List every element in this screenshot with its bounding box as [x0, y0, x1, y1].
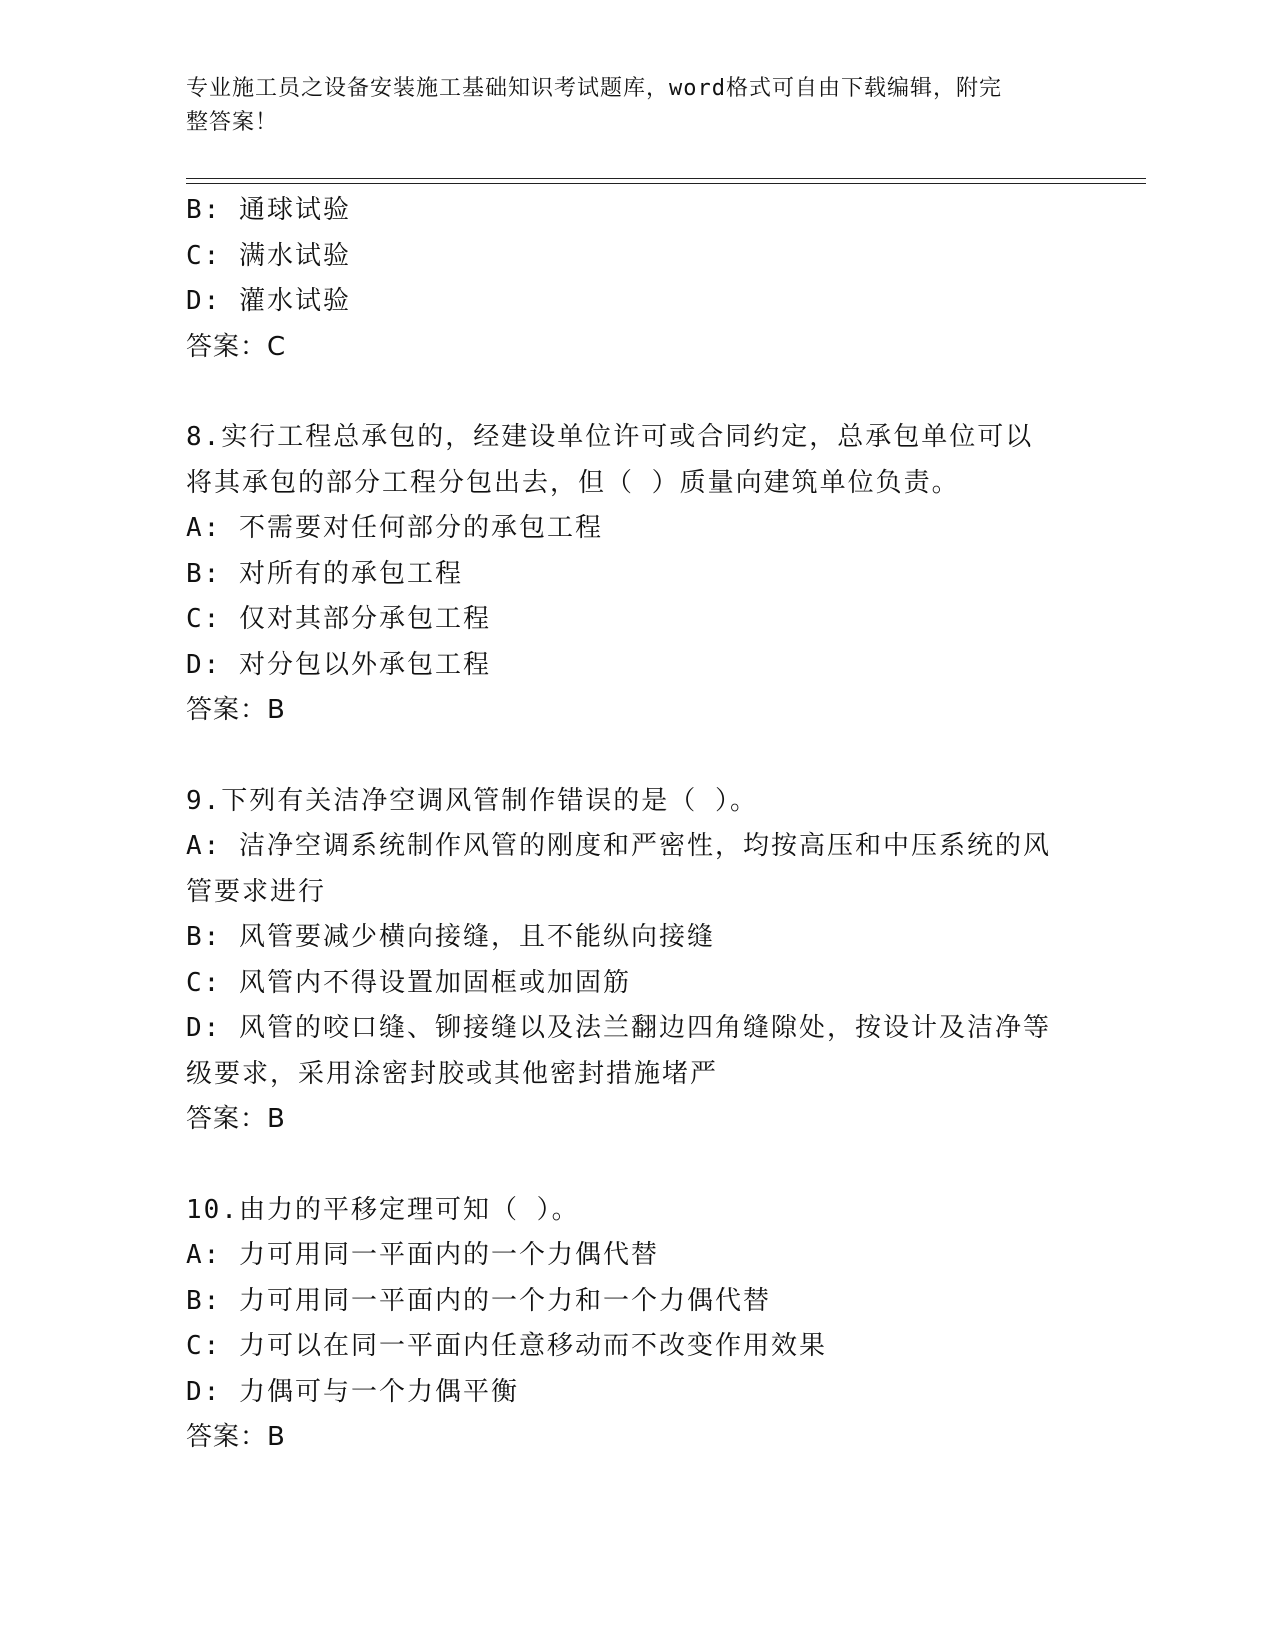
question-7-tail: [186, 188, 1066, 370]
option-c: C: 满水试验: [186, 240, 351, 271]
header-title-line-2: 整答案！: [186, 110, 279, 135]
option-d-line-1: D: 风管的咬口缝、铆接缝以及法兰翻边四角缝隙处，按设计及洁净等: [186, 1013, 1051, 1043]
question-stem: 9.下列有关洁净空调风管制作错误的是（ ）。: [186, 785, 758, 816]
page-header: [186, 72, 1066, 140]
question-stem-line-2: 将其承包的部分工程分包出去，但（ ）质量向建筑单位负责。: [186, 467, 960, 498]
option-b: B: 通球试验: [186, 195, 351, 225]
option-d-line-2: 级要求，采用涂密封胶或其他密封措施堵严: [186, 1058, 719, 1089]
option-a: A: 不需要对任何部分的承包工程: [186, 513, 603, 543]
question-10: [186, 1188, 1066, 1461]
option-c: C: 仅对其部分承包工程: [186, 604, 491, 634]
question-8: [186, 415, 1066, 734]
option-d: D: 力偶可与一个力偶平衡: [186, 1376, 519, 1407]
header-title-line-1: 专业施工员之设备安装施工基础知识考试题库，word格式可自由下载编辑，附完: [186, 76, 1002, 101]
option-a-line-1: A: 洁净空调系统制作风管的刚度和严密性，均按高压和中压系统的风: [186, 831, 1051, 861]
header-divider-bottom: [186, 183, 1146, 184]
answer: 答案：B: [186, 1422, 286, 1452]
option-c: C: 力可以在同一平面内任意移动而不改变作用效果: [186, 1331, 827, 1361]
option-c: C: 风管内不得设置加固框或加固筋: [186, 967, 631, 998]
answer: 答案：C: [186, 331, 287, 362]
option-b: B: 对所有的承包工程: [186, 558, 463, 589]
question-9: [186, 779, 1066, 1143]
option-a-line-2: 管要求进行: [186, 876, 327, 907]
question-stem-line-1: 8.实行工程总承包的，经建设单位许可或合同约定，总承包单位可以: [186, 422, 1034, 452]
option-b: B: 风管要减少横向接缝，且不能纵向接缝: [186, 922, 715, 952]
option-d: D: 对分包以外承包工程: [186, 649, 491, 680]
answer: 答案：B: [186, 1104, 286, 1134]
question-stem: 10.由力的平移定理可知（ ）。: [186, 1194, 580, 1225]
option-d: D: 灌水试验: [186, 286, 351, 316]
spacer: [186, 1143, 1066, 1188]
option-b: B: 力可用同一平面内的一个力和一个力偶代替: [186, 1285, 771, 1316]
answer: 答案：B: [186, 695, 286, 725]
header-divider-top: [186, 178, 1146, 179]
question-list: [186, 188, 1066, 1461]
spacer: [186, 734, 1066, 779]
spacer: [186, 370, 1066, 415]
option-a: A: 力可用同一平面内的一个力偶代替: [186, 1240, 659, 1270]
